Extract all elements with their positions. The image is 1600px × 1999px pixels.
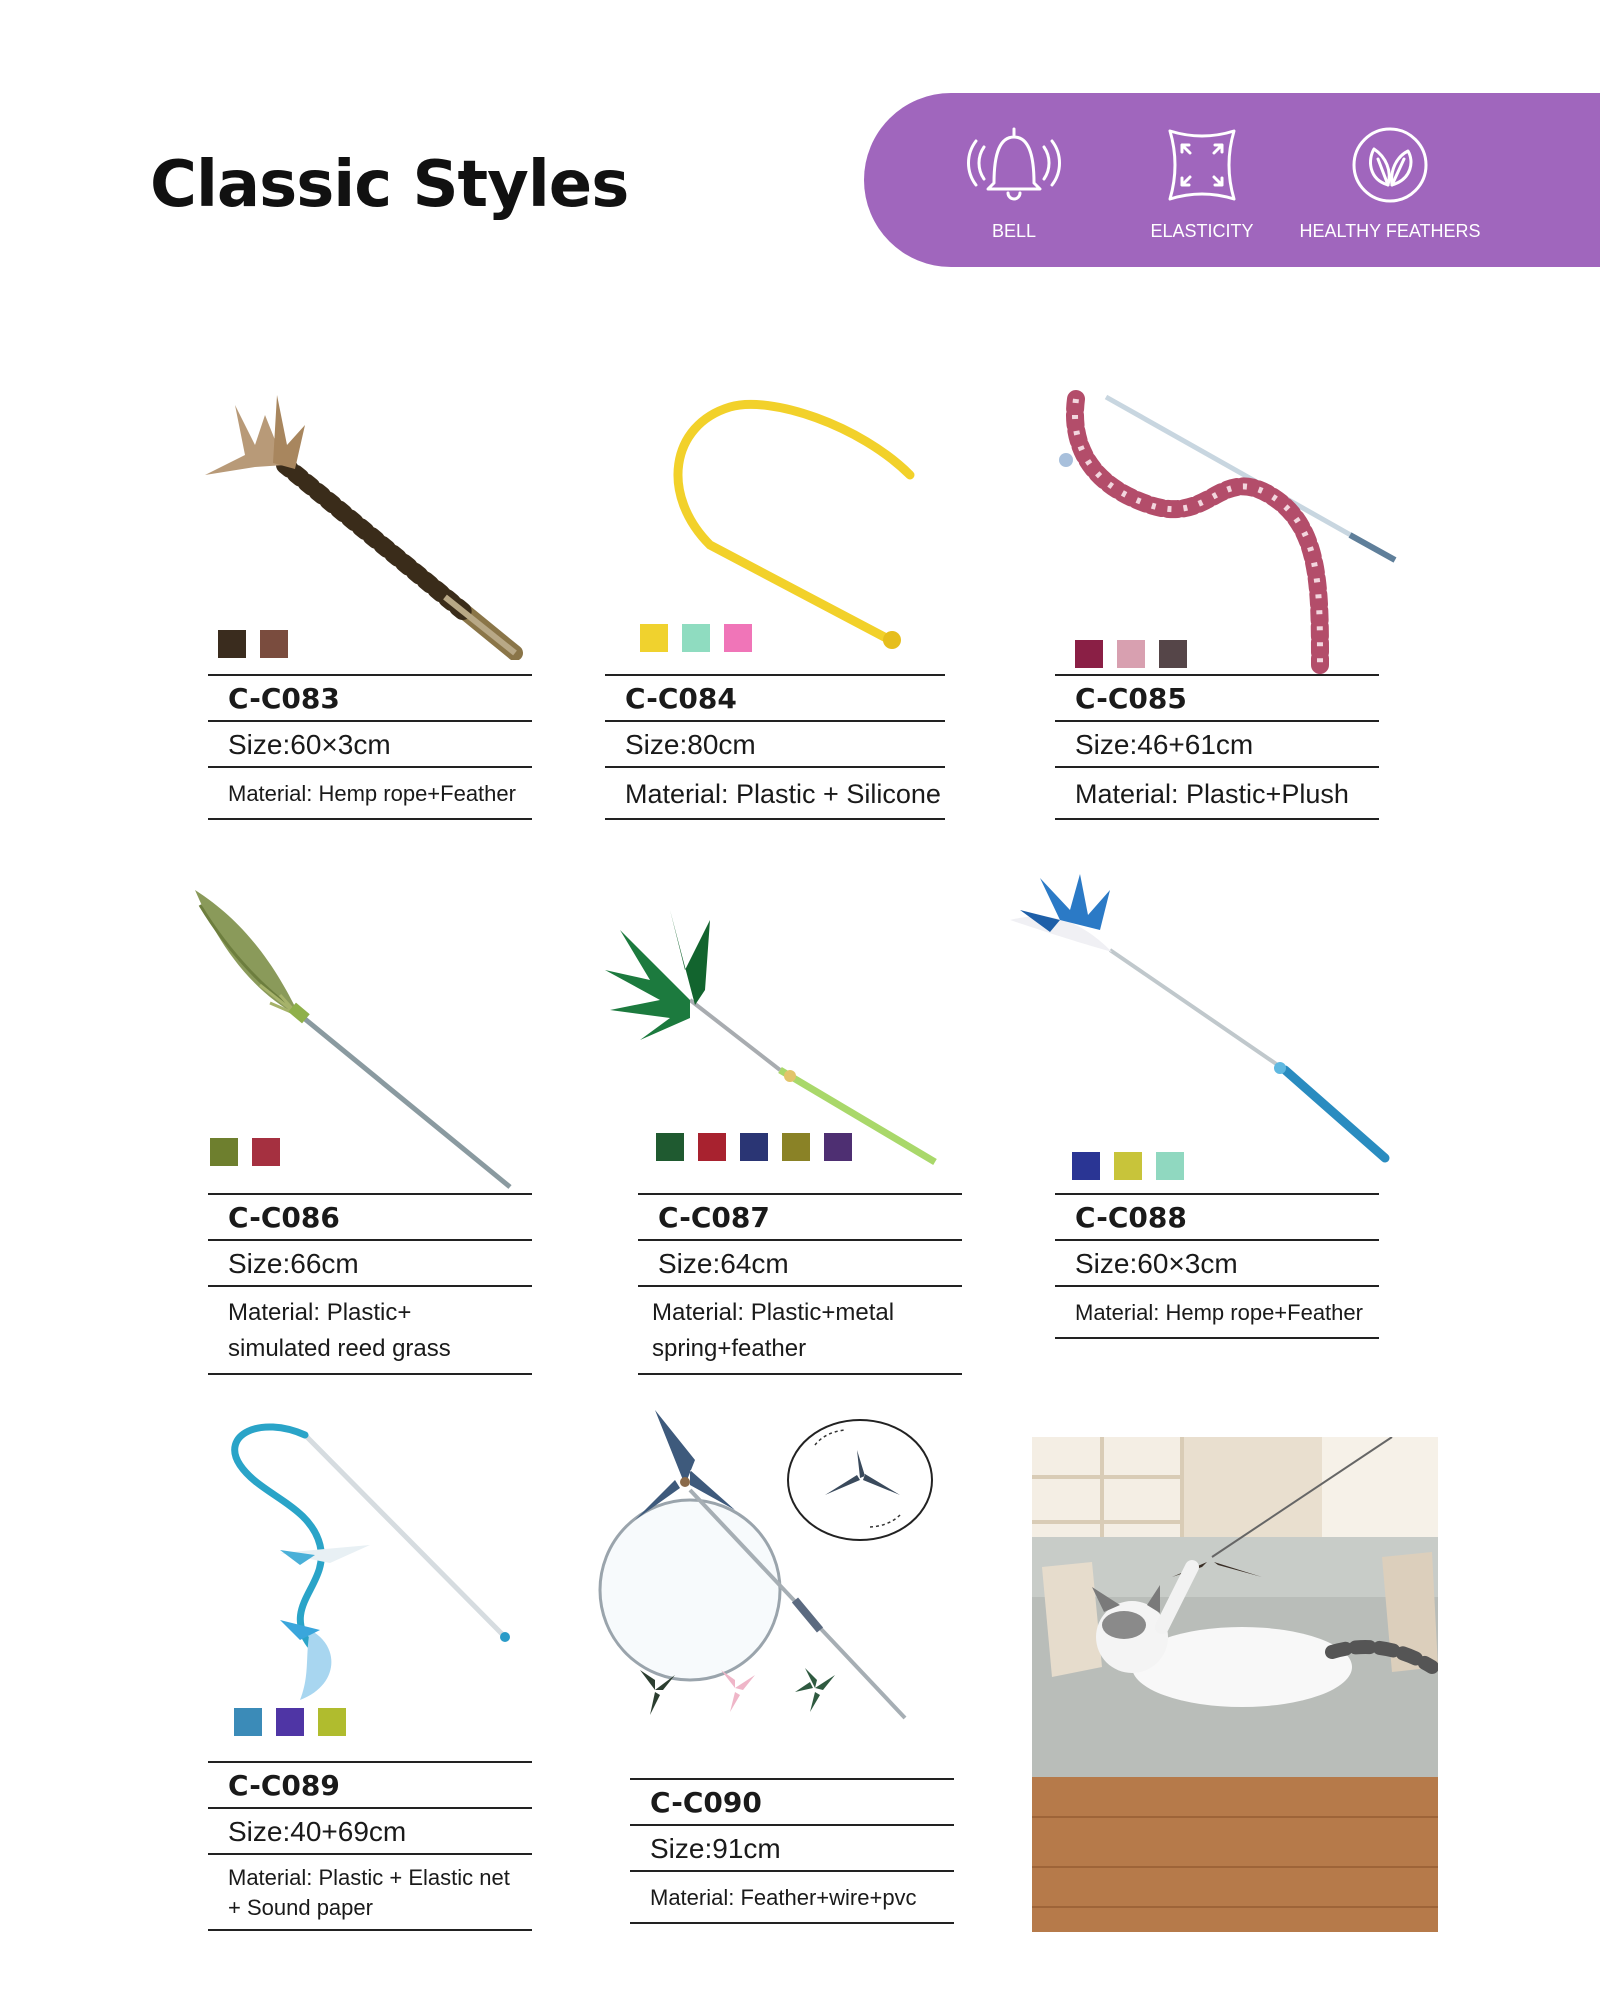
color-swatches-c085	[1075, 640, 1187, 668]
feature-healthy-feathers-label: HEALTHY FEATHERS	[1299, 221, 1481, 241]
color-swatches-c084	[640, 624, 752, 652]
color-swatch[interactable]	[234, 1708, 262, 1736]
color-swatch[interactable]	[260, 630, 288, 658]
feature-bell	[924, 123, 1104, 242]
elasticity-icon	[1152, 123, 1252, 207]
product-code: C-C090	[630, 1778, 954, 1824]
product-code: C-C089	[208, 1761, 532, 1807]
feature-elasticity-label: ELASTICITY	[1150, 221, 1254, 241]
product-material: Material: Hemp rope+Feather	[208, 766, 532, 820]
color-swatches-c083	[218, 630, 288, 658]
product-image-c089	[220, 1415, 520, 1715]
color-swatches-c086	[210, 1138, 280, 1166]
spec-table-c084	[605, 674, 945, 820]
product-code: C-C083	[208, 674, 532, 720]
product-size: Size:60×3cm	[1055, 1239, 1379, 1285]
color-swatch[interactable]	[1114, 1152, 1142, 1180]
cat-playing-photo	[1032, 1437, 1438, 1932]
color-swatch[interactable]	[218, 630, 246, 658]
product-material: Material: Plastic + Elastic net + Sound paper	[208, 1853, 532, 1931]
product-material: Material: Feather+wire+pvc	[630, 1870, 954, 1924]
product-image-c084	[640, 385, 940, 655]
lifestyle-photo	[1032, 1437, 1438, 1932]
feature-elasticity	[1112, 123, 1292, 242]
product-size: Size:46+61cm	[1055, 720, 1379, 766]
color-swatch[interactable]	[824, 1133, 852, 1161]
color-swatch[interactable]	[318, 1708, 346, 1736]
product-code: C-C088	[1055, 1193, 1379, 1239]
spec-table-c090	[630, 1778, 954, 1924]
spec-table-c086	[208, 1193, 532, 1375]
features-banner	[864, 93, 1600, 267]
bell-icon	[964, 123, 1064, 207]
leaf-icon	[1340, 123, 1440, 207]
product-code: C-C084	[605, 674, 945, 720]
spec-table-c083	[208, 674, 532, 820]
color-swatch[interactable]	[210, 1138, 238, 1166]
page-title: Classic Styles	[150, 148, 629, 222]
product-size: Size:91cm	[630, 1824, 954, 1870]
spec-table-c089	[208, 1761, 532, 1931]
product-material: Material: Plastic+metal spring+feather	[638, 1285, 962, 1375]
feature-healthy-feathers	[1290, 123, 1490, 242]
color-swatch[interactable]	[1156, 1152, 1184, 1180]
product-image-c083	[195, 385, 535, 660]
color-swatch[interactable]	[682, 624, 710, 652]
color-swatch[interactable]	[782, 1133, 810, 1161]
product-size: Size:80cm	[605, 720, 945, 766]
product-material: Material: Hemp rope+Feather	[1055, 1285, 1379, 1339]
product-code: C-C085	[1055, 674, 1379, 720]
product-size: Size:66cm	[208, 1239, 532, 1285]
color-swatch[interactable]	[276, 1708, 304, 1736]
color-swatches-c089	[234, 1708, 346, 1736]
product-material: Material: Plastic+Plush	[1055, 766, 1379, 820]
product-size: Size:64cm	[638, 1239, 962, 1285]
color-swatch[interactable]	[656, 1133, 684, 1161]
color-swatch[interactable]	[1072, 1152, 1100, 1180]
product-material: Material: Plastic+ simulated reed grass	[208, 1285, 532, 1375]
product-image-c090	[595, 1400, 955, 1730]
product-size: Size:40+69cm	[208, 1807, 532, 1853]
spec-table-c087	[638, 1193, 962, 1375]
color-swatch[interactable]	[740, 1133, 768, 1161]
color-swatch[interactable]	[640, 624, 668, 652]
color-swatch[interactable]	[1117, 640, 1145, 668]
color-swatches-c088	[1072, 1152, 1184, 1180]
spec-table-c085	[1055, 674, 1379, 820]
product-code: C-C087	[638, 1193, 962, 1239]
feature-bell-label: BELL	[991, 221, 1037, 241]
color-swatch[interactable]	[724, 624, 752, 652]
product-image-c087	[600, 900, 940, 1170]
product-material: Material: Plastic + Silicone	[605, 766, 945, 820]
product-size: Size:60×3cm	[208, 720, 532, 766]
color-swatches-c087	[656, 1133, 852, 1161]
color-swatch[interactable]	[1075, 640, 1103, 668]
color-swatch[interactable]	[1159, 640, 1187, 668]
color-swatch[interactable]	[698, 1133, 726, 1161]
product-image-c088	[1000, 870, 1400, 1170]
product-code: C-C086	[208, 1193, 532, 1239]
spec-table-c088	[1055, 1193, 1379, 1339]
color-swatch[interactable]	[252, 1138, 280, 1166]
product-image-c085	[1050, 385, 1410, 675]
